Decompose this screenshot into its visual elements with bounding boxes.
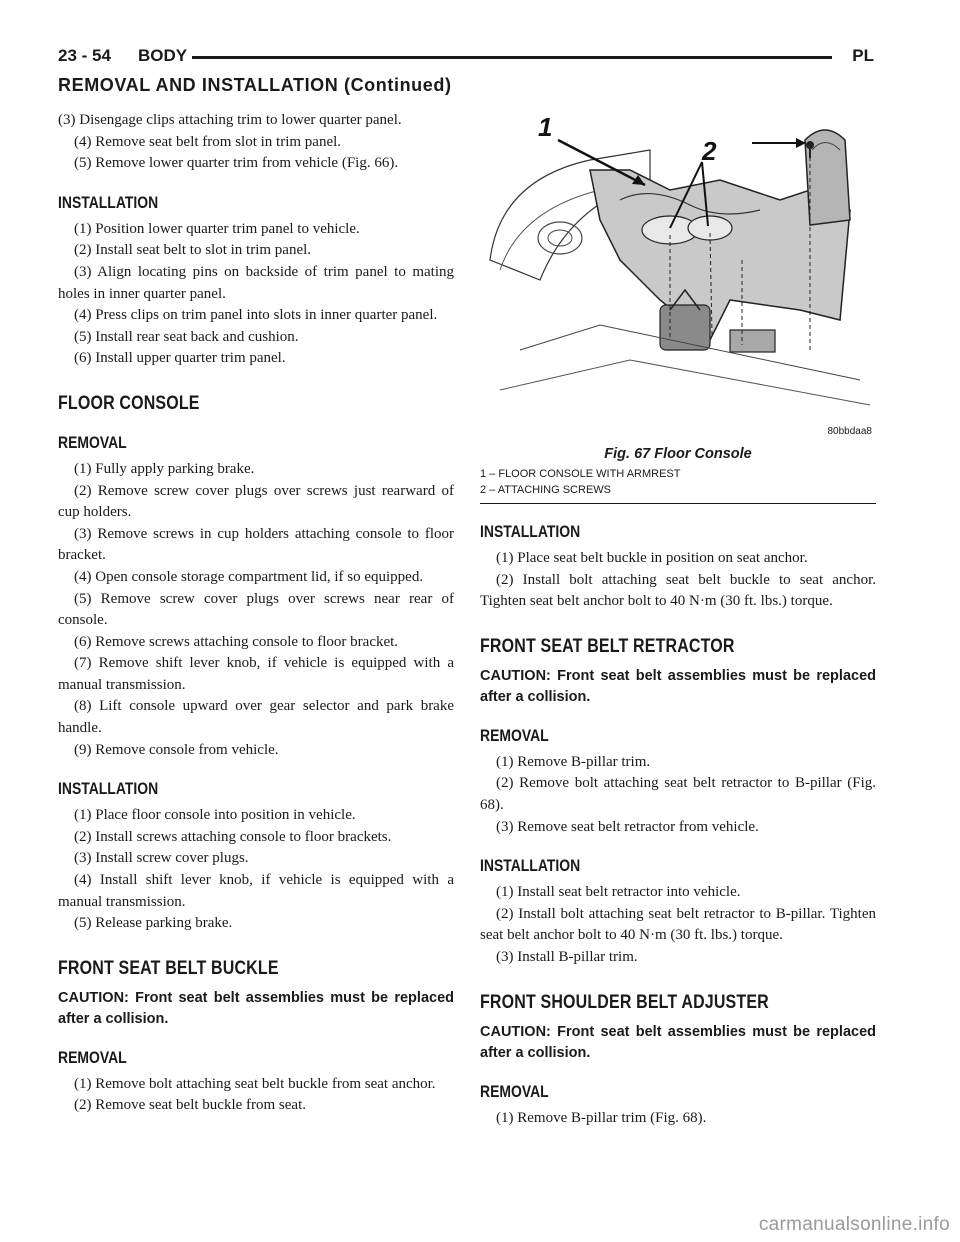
caution-note: CAUTION: Front seat belt assemblies must be replaced after a collision.: [480, 667, 876, 705]
step: (6) Install upper quarter trim panel.: [74, 350, 286, 367]
subsection-heading: REMOVAL: [58, 432, 127, 452]
step: (4) Install shift lever knob, if vehicle is equipped with a manual transmission.: [58, 872, 454, 910]
step: (1) Install seat belt retractor into vehicle.: [496, 884, 741, 901]
figure-caption: Fig. 67 Floor Console: [604, 446, 752, 462]
paragraph: (4) Remove seat belt from slot in trim panel.: [74, 133, 342, 150]
paragraph: (5) Remove lower quarter trim from vehicle (Fig. 66).: [74, 155, 399, 172]
right-column: [480, 110, 876, 1129]
step: (3) Install screw cover plugs.: [74, 850, 249, 867]
step: (2) Install seat belt to slot in trim panel.: [74, 242, 312, 259]
section-heading: INSTALLATION: [58, 192, 159, 212]
step: (3) Remove seat belt retractor from vehicle.: [496, 818, 759, 835]
figure-floor-console: [480, 110, 876, 437]
continued-title: REMOVAL AND INSTALLATION (Continued): [58, 75, 452, 95]
subsection-heading: REMOVAL: [480, 1081, 549, 1101]
step: (2) Install bolt attaching seat belt retractor to B-pillar. Tighten seat belt anchor bolt to 40 N·m (30 ft. lbs.) torque.: [480, 905, 876, 944]
step: (2) Install screws attaching console to floor brackets.: [74, 828, 392, 845]
section-heading: FRONT SEAT BELT RETRACTOR: [480, 634, 735, 657]
step: (4) Open console storage compartment lid, if so equipped.: [74, 568, 424, 585]
section-heading: FRONT SEAT BELT BUCKLE: [58, 956, 279, 979]
step: (1) Place seat belt buckle in position on seat anchor.: [496, 550, 808, 566]
step: (4) Press clips on trim panel into slots in inner quarter panel.: [74, 307, 438, 324]
step: (1) Remove bolt attaching seat belt buckle from seat anchor.: [74, 1075, 436, 1092]
step: (1) Remove B-pillar trim (Fig. 68).: [496, 1109, 707, 1126]
step: (2) Install bolt attaching seat belt buckle to seat anchor. Tighten seat belt anchor bolt to 40 N·m (30 ft. lbs.) torque.: [480, 571, 876, 610]
page-header: [58, 42, 874, 72]
step: (6) Remove screws attaching console to floor bracket.: [74, 633, 399, 650]
paragraph: (3) Disengage clips attaching trim to lower quarter panel.: [58, 112, 402, 128]
subsection-heading: REMOVAL: [58, 1047, 127, 1067]
legend-item: 2 – ATTACHING SCREWS: [480, 484, 612, 496]
step: (2) Remove screw cover plugs over screws just rearward of cup holders.: [58, 482, 454, 521]
step: (7) Remove shift lever knob, if vehicle is equipped with a manual transmission.: [58, 655, 454, 693]
floor-console-illustration: [480, 110, 876, 410]
step: (8) Lift console upward over gear selector and park brake handle.: [58, 698, 454, 737]
subsection-heading: INSTALLATION: [480, 856, 581, 876]
step: (5) Release parking brake.: [74, 915, 233, 932]
step: (1) Place floor console into position in vehicle.: [74, 807, 356, 824]
step: (1) Fully apply parking brake.: [74, 460, 255, 477]
callout-2: 2: [702, 136, 717, 166]
caution-note: CAUTION: Front seat belt assemblies must be replaced after a collision.: [58, 989, 454, 1027]
step: (1) Position lower quarter trim panel to vehicle.: [74, 220, 360, 237]
step: (9) Remove console from vehicle.: [74, 741, 279, 758]
figure-legend: [480, 466, 876, 504]
model-code: PL: [852, 46, 874, 65]
left-column: [58, 110, 454, 1117]
page-number: 23 - 54: [58, 46, 111, 65]
section-heading: FRONT SHOULDER BELT ADJUSTER: [480, 990, 769, 1013]
callout-1: 1: [538, 112, 553, 142]
step: (2) Remove bolt attaching seat belt retractor to B-pillar (Fig. 68).: [480, 775, 876, 813]
subsection-heading: INSTALLATION: [58, 779, 159, 799]
header-rule: [192, 56, 832, 59]
step: (5) Install rear seat back and cushion.: [74, 328, 299, 345]
step: (2) Remove seat belt buckle from seat.: [74, 1097, 307, 1114]
section-title: BODY: [138, 46, 188, 65]
caution-note: CAUTION: Front seat belt assemblies must be replaced after a collision.: [480, 1023, 876, 1061]
step: (3) Remove screws in cup holders attaching console to floor bracket.: [58, 525, 454, 564]
step: (3) Install B-pillar trim.: [496, 948, 638, 965]
step: (5) Remove screw cover plugs over screws near rear of console.: [58, 590, 454, 629]
subsection-heading: INSTALLATION: [480, 522, 581, 541]
figure-image-code: 80bbdaa8: [827, 426, 872, 437]
step: (1) Remove B-pillar trim.: [496, 753, 651, 770]
section-heading: FLOOR CONSOLE: [58, 391, 200, 414]
subsection-heading: REMOVAL: [480, 725, 549, 745]
watermark[interactable]: carmanualsonline.info: [758, 1214, 950, 1235]
legend-item: 1 – FLOOR CONSOLE WITH ARMREST: [480, 468, 681, 480]
step: (3) Align locating pins on backside of trim panel to mating holes in inner quarter panel.: [58, 263, 454, 302]
